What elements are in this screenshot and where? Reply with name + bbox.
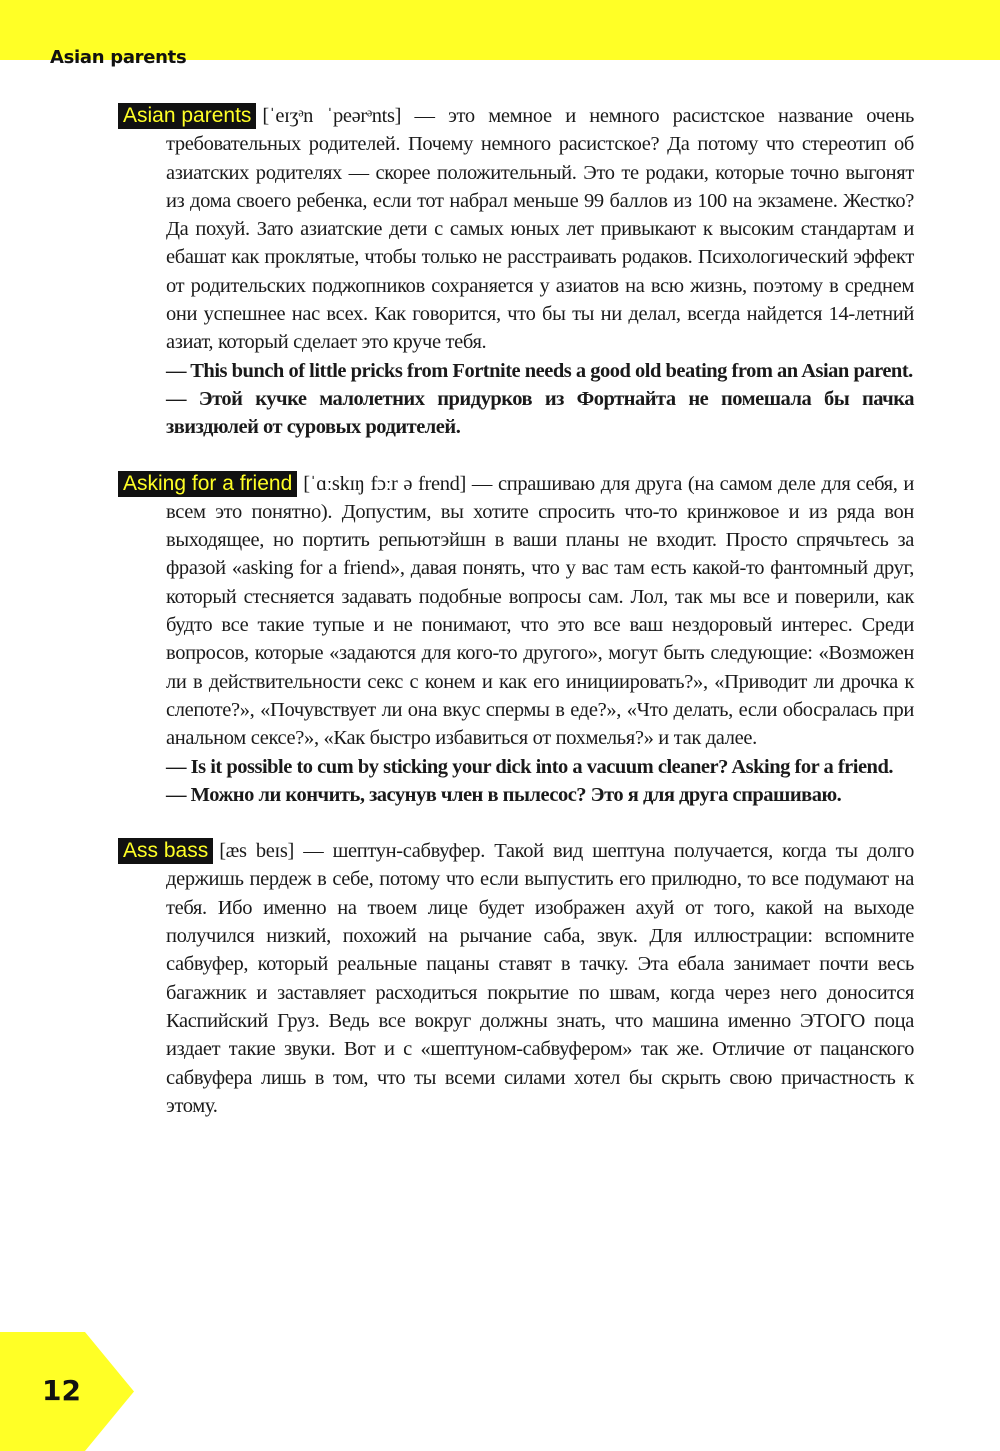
running-head: Asian parents: [50, 47, 187, 68]
entry-pronunciation: [ˈɑːskɪŋ fɔːr ə frend]: [303, 472, 467, 495]
entry-term-label: Asking for a friend: [118, 471, 297, 497]
dictionary-content: [118, 102, 914, 1120]
dictionary-entry-ass-bass: [118, 837, 914, 1120]
dictionary-entry-asking-for-a-friend: [118, 470, 914, 810]
entry-pronunciation: [ˈeɪʒᵊn ˈpeərᵊnts]: [262, 105, 402, 127]
entry-pronunciation: [æs beɪs]: [219, 840, 294, 863]
entry-definition: — это мемное и немного расистское название очень требовательных родителей. Почему немного расистское? Да потому что стереотип об азиатских родителях — скорее положительный. Это те родаки, которые точно выгонят из дома своего ребенка, если тот набрал меньше 99 баллов из 100 на экзамене. Жестко? Да похуй. Зато азиатские дети с самых юных лет привыкают к высоким стандартам и ебашат как проклятые, чтобы только не расстраивать родаков. Психологический эффект от родительских поджопников сохраняется у азиатов на всю жизнь, поэтому в среднем они успешнее нас всех. Как говорится, что бы ты ни делал, всегда найдется 14-летний азиат, который сделает это круче тебя.: [166, 105, 915, 354]
entry-example-english: — This bunch of little pricks from Fortnite needs a good old beating from an Asian parent.: [166, 359, 913, 382]
page-number: 12: [42, 1374, 81, 1407]
entry-example-russian: — Этой кучке малолетних придурков из Фортнайта не помешала бы пачка звиздюлей от суровых родителей.: [166, 387, 914, 439]
entry-term-label: Asian parents: [118, 103, 256, 129]
entry-example-russian: — Можно ли кончить, засунув член в пылесос? Это я для друга спрашиваю.: [166, 783, 842, 806]
entry-definition-paragraph: [118, 470, 914, 753]
entry-definition: — спрашиваю для друга (на самом деле для себя, и всем это понятно). Допустим, вы хотите спросить что-то кринжовое и из ряда вон выходящее, но портить репьютэйшн в ваши планы не входит. Просто спрячьтесь за фразой «asking for a friend», давая понять, что у вас там есть какой-то фантомный друг, который стесняется задавать подобные вопросы сам. Лол, так мы все и поверили, как будто все такие тупые и не понимают, что это все ваш нездоровый интерес. Среди вопросов, которые «задаются для кого-то другого», могут быть следующие: «Возможен ли в действительности секс с конем и как его инициировать?», «Приводит ли дрочка к слепоте?», «Почувствует ли она вкус спермы в еде?», «Что делать, если обосралась при анальном сексе?», «Как быстро избавиться от похмелья?» и так далее.: [166, 472, 915, 750]
entry-definition: — шептун-сабвуфер. Такой вид шептуна получается, когда ты долго держишь пердеж в себе, потому что если выпустить его прилюдно, то все подумают на тебя. Ибо именно на твоем лице будет изображен ахуй от того, какой на выходе получился низкий, похожий на рычание саба, звук. Для иллюстрации: вспомните сабвуфер, который реальные пацаны ставят в тачку. Эта ебала занимает почти весь багажник и заставляет расходиться покрытие по швам, когда через него доносится Каспийский Груз. Ведь все вокруг должны знать, что машина именно ЭТОГО поца издает такие звуки. Вот и с «шептуном-сабвуфером» так же. Отличие от пацанского сабвуфера лишь в том, что ты всеми силами хотел бы скрыть свою причастность к этому.: [166, 840, 914, 1117]
entry-example-english: — Is it possible to cum by sticking your dick into a vacuum cleaner? Asking for a friend.: [166, 755, 893, 778]
entry-definition-paragraph: [118, 837, 914, 1120]
entry-term-label: Ass bass: [118, 838, 213, 864]
entry-definition-paragraph: [118, 102, 914, 357]
dictionary-entry-asian-parents: [118, 102, 914, 442]
